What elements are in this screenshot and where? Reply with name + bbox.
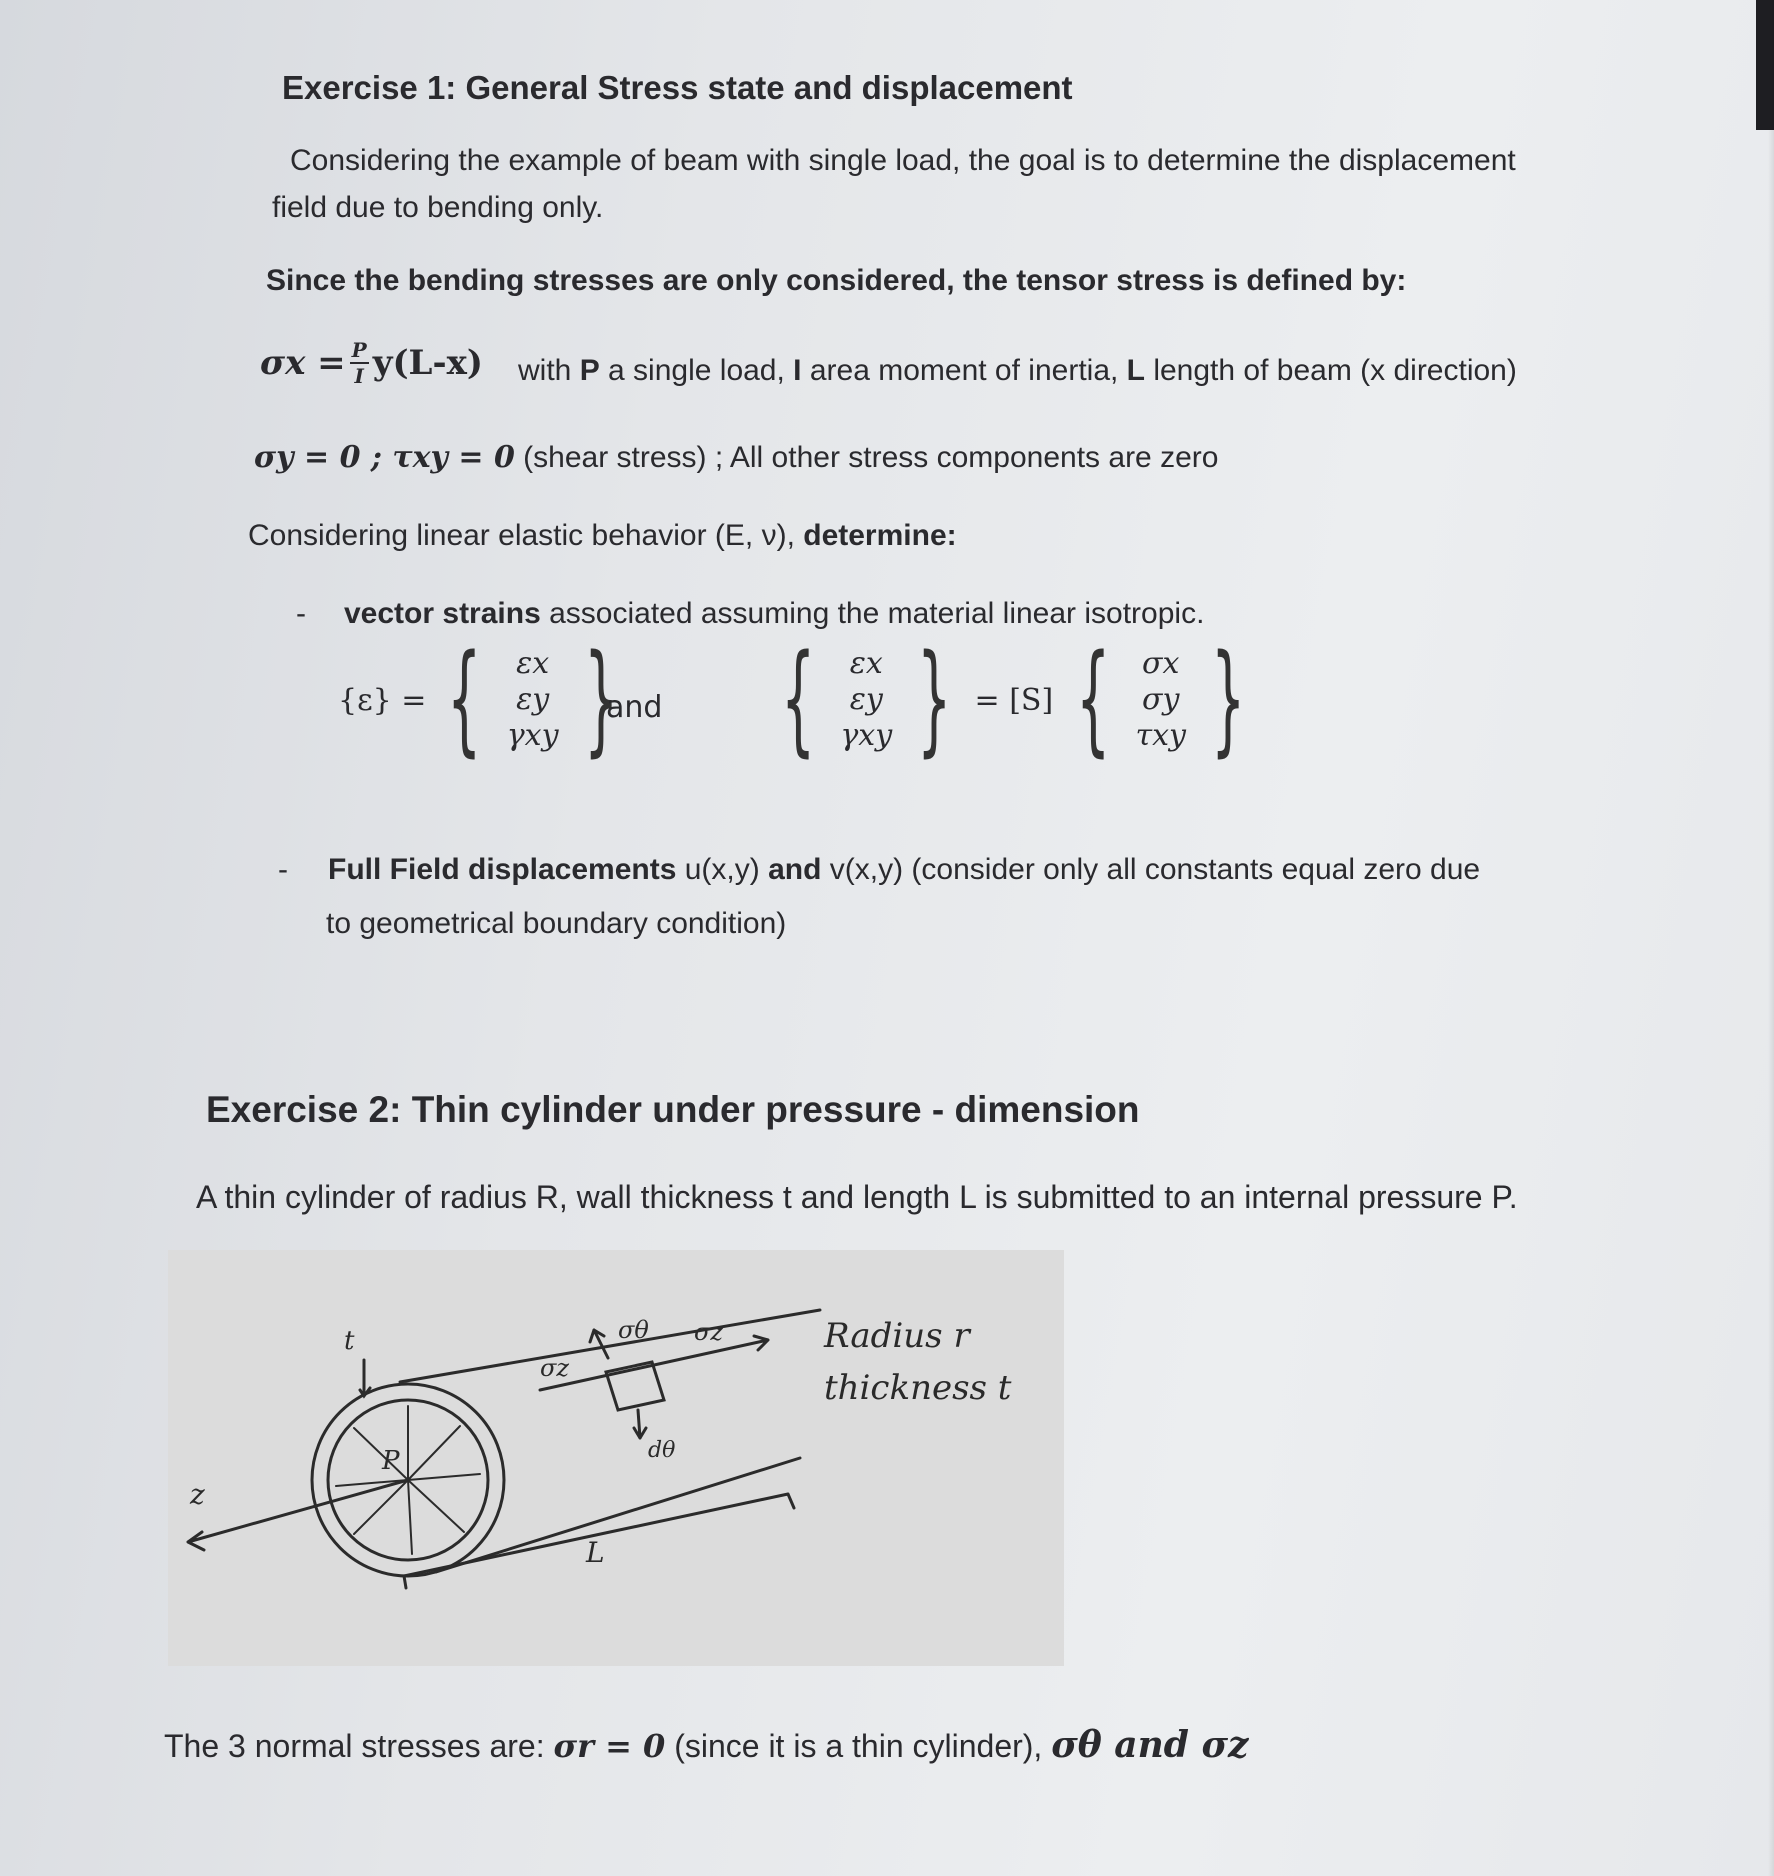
right-brace: } (583, 630, 618, 769)
bullet2-bold: Full Field displacements (328, 853, 685, 886)
with-pre: with (518, 354, 580, 387)
cylinder-sketch-svg (168, 1250, 1064, 1666)
sigma-x-equation (260, 340, 483, 386)
stress-entry: τxy (1135, 718, 1186, 753)
sigma-y-tau-xy: σy = 0 ; τxy = 0 (254, 440, 515, 475)
sigma-r-zero: σr = 0 (553, 1727, 666, 1765)
exercise-2-title: Exercise 2: Thin cylinder under pressure - dimension (206, 1089, 1140, 1130)
with-mid2: area moment of inertia, (801, 354, 1127, 387)
right-brace: } (917, 630, 952, 769)
bullet1-rest: associated assuming the material linear isotropic. (540, 597, 1205, 630)
bullet2-rest: (consider only all constants equal zero due (903, 853, 1481, 886)
bullet-dash: - (296, 597, 306, 630)
fraction-numerator: P (351, 338, 367, 362)
thickness-label: thickness t (824, 1368, 1012, 1408)
bullet-dash: - (278, 853, 288, 886)
stress-entry: σx (1142, 646, 1180, 681)
sigma-theta-arrow (590, 1330, 608, 1358)
considering-text: Considering linear elastic behavior (E, ν), (248, 519, 804, 552)
dtheta-label: dθ (648, 1438, 676, 1463)
pressure-label: P (382, 1446, 400, 1476)
with-mid1: a single load, (599, 354, 794, 387)
fraction-denominator: I (354, 364, 364, 388)
radius-label: Radius r (824, 1316, 970, 1356)
sigma-theta-and-z: σθ and σz (1051, 1724, 1249, 1766)
strain-entry: εy (849, 682, 883, 717)
sigma-theta-label: σθ (618, 1316, 649, 1344)
sigma-x-lhs: σx = (260, 342, 346, 383)
with-end: length of beam (x direction) (1145, 354, 1517, 387)
fraction-p-over-i (350, 340, 369, 386)
normal-stresses-line (164, 1724, 1248, 1767)
strain-entry: εx (516, 646, 550, 681)
bullet2-v: v(x,y) (829, 853, 904, 886)
left-brace: { (1076, 630, 1111, 769)
cylinder-bottom-line (436, 1458, 800, 1572)
sigma-z-left-label: σz (540, 1354, 570, 1382)
bullet2-u: u(x,y) (684, 853, 760, 886)
and-label: and (606, 690, 663, 725)
ex2-description: A thin cylinder of radius R, wall thickness t and length L is submitted to an internal pressure P. (196, 1179, 1518, 1215)
with-p: P (579, 354, 600, 387)
strain-entry: εy (516, 682, 550, 717)
normal-mid: (since it is a thin cylinder), (665, 1728, 1052, 1764)
stress-strain-relation (760, 630, 1266, 769)
cylinder-sketch (168, 1250, 1064, 1666)
strain-lhs: {ε} = (338, 682, 427, 718)
left-brace: { (780, 630, 816, 769)
bullet-1 (296, 596, 1204, 632)
t-label: t (344, 1326, 355, 1356)
determine-label: determine: (803, 519, 957, 552)
bullet2-and: and (759, 853, 830, 886)
strain-entry: γxy (506, 718, 559, 753)
stress-column (1132, 646, 1190, 754)
sigma-x-rhs: y(L-x) (372, 342, 483, 383)
shear-stress-note: (shear stress) ; All other stress components are zero (514, 441, 1219, 474)
sigma-z-arrow (540, 1336, 768, 1390)
bullet1-bold: vector strains (344, 597, 541, 630)
compliance-matrix: = [S] (974, 682, 1054, 718)
strain-column (836, 646, 896, 754)
sigma-z-label: σz (694, 1318, 724, 1346)
length-label: L (586, 1536, 605, 1569)
z-axis-label: z (190, 1478, 205, 1511)
with-l: L (1126, 354, 1145, 387)
page-edge-gradient (1768, 0, 1774, 1876)
exercise-1-title: Exercise 1: General Stress state and displacement (282, 69, 1073, 106)
ex1-intro-line1: Considering the example of beam with single load, the goal is to determine the displacement (290, 144, 1516, 177)
dtheta-arrow (634, 1410, 646, 1438)
strain-vector-definition (338, 630, 639, 769)
strain-entry: γxy (840, 718, 893, 753)
strain-column (503, 646, 563, 754)
pressure-arrows (336, 1406, 480, 1554)
normal-pre: The 3 normal stresses are: (164, 1728, 554, 1764)
z-axis (188, 1480, 408, 1550)
right-brace: } (1210, 630, 1246, 769)
sigma-y-line (254, 440, 1218, 476)
ex1-since-statement: Since the bending stresses are only considered, the tensor stress is defined by: (266, 264, 1407, 297)
with-i: I (793, 354, 802, 387)
bullet-2 (278, 852, 1480, 888)
ex1-intro-line2: field due to bending only. (272, 191, 604, 224)
strain-entry: εx (849, 646, 883, 681)
bullet-2-line2: to geometrical boundary condition) (326, 907, 787, 940)
with-definition (518, 353, 1517, 389)
thickness-marker (360, 1360, 370, 1396)
considering-line (248, 518, 957, 554)
left-brace: { (447, 630, 482, 769)
stress-entry: σy (1142, 682, 1180, 717)
